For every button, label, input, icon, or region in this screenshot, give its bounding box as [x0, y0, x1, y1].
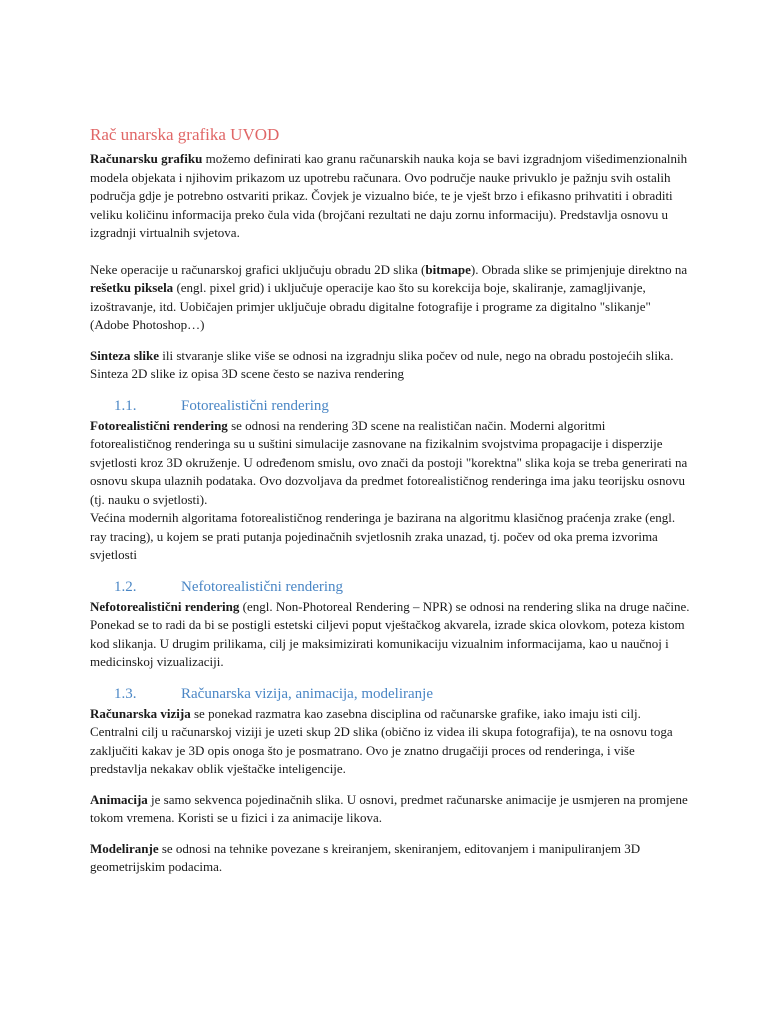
- section-1-2-text-1: (engl. Non-Photoreal Rendering – NPR) se odnosi na rendering slika na druge načine. Ponekad se to radi da bi se postigli estetski ciljevi poput vještačkog akvarela, izrade skica olovkom, poteza kistom kod slikanja. U drugim prilikama, cilj je maksimizirati komunikaciju vizualnim informacijama, kao u naučnoj i medicinskoj vizualizaciji.: [90, 598, 690, 669]
- section-1-3-paragraph-1: [90, 705, 690, 779]
- modeling-text: se odnosi na tehnike povezane s kreiranjem, skeniranjem, editovanjem i manipuliranjem 3D geometrijskim podacima.: [90, 840, 641, 874]
- section-number: 1.3.: [114, 685, 137, 702]
- section-1-3-text-1: se ponekad razmatra kao zasebna disciplina od računarske grafike, iako imaju isti cilj. Centralni cilj u računarskoj viziji je uzeti skup 2D slika (obično iz videa ili skupa fotografija), te na osnovu toga zaključiti kakav je 3D opis onoga što je posmatrano. Ovo je znatno drugačiji proces od renderinga, i više predstavlja nekakav oblik vještačke inteligencije.: [90, 705, 673, 776]
- section-title: Nefotorealistični rendering: [181, 578, 344, 595]
- modeling-paragraph: [90, 840, 690, 877]
- section-1-1-text-1: se odnosi na rendering 3D scene na realističan način. Moderni algoritmi fotorealističnog renderinga su u suštini simulacije zasnovane na fizikalnim svojstvima propagacije i disperzije svjetlosti kroz 3D okruženje. U određenom smislu, ovo znači da postoji "korektna" slika koja se treba generirati na osnovu skupa ulaznih podataka. Ovo dozvoljava da predmet fotorealističnog renderinga ima jaku teorijsku osnovu (tj. nauku o svjetlosti).: [90, 417, 688, 507]
- section-number: 1.1.: [114, 397, 137, 414]
- animation-paragraph: [90, 791, 690, 828]
- section-1-3-bold-term: Računarska vizija: [90, 705, 191, 721]
- animation-bold-term: Animacija: [90, 791, 148, 807]
- synthesis-text: ili stvaranje slike više se odnosi na izgradnju slika počev od nule, nego na obradu postojećih slika. Sinteza 2D slike iz opisa 3D scene često se naziva rendering: [90, 347, 674, 381]
- section-heading-1-2: [90, 577, 690, 597]
- synthesis-bold-term: Sinteza slike: [90, 347, 159, 363]
- intro-text: možemo definirati kao granu računarskih nauka koja se bavi izgradnjom višedimenzionalnih modela objekata i njihovim prikazom uz upotrebu računara. Ovo područje nauke privuklo je pažnju svih ostalih područja gdje je potrebno ostvariti prikaz. Čovjek je vizualno biće, te je vješt brzo i efikasno prihvatiti i obraditi veliku količinu informacija preko čula vida (brojčani rezultati ne daju zornu informaciju). Predstavlja osnovu u izgradnji virtualnih svjetova.: [90, 151, 688, 240]
- animation-text: je samo sekvenca pojedinačnih slika. U osnovi, predmet računarske animacije je usmjeren na promjene tokom vremena. Koristi se u fizici i za animacije likova.: [90, 791, 688, 825]
- intro-bold-term: Računarsku grafiku: [90, 151, 203, 166]
- operations-paragraph: [90, 261, 690, 335]
- section-1-2-bold-term: Nefotorealistični rendering: [90, 598, 240, 614]
- section-heading-1-3: [90, 684, 690, 704]
- intro-paragraph: [90, 150, 690, 243]
- section-1-1-paragraph-2: Većina modernih algoritama fotorealističnog renderinga je bazirana na algoritmu klasičnog praćenja zrake (engl. ray tracing), u kojem se prati putanja pojedinačnih svjetlosnih zraka unazad, tj. počev od oka prema izvorima svjetlosti: [90, 510, 676, 562]
- section-title: Fotorealistični rendering: [181, 397, 329, 414]
- operations-text-2: ). Obrada slike se primjenjuje direktno na: [470, 261, 688, 277]
- operations-text-1: Neke operacije u računarskoj grafici uključuju obradu 2D slika (: [90, 261, 426, 277]
- section-number: 1.2.: [114, 578, 137, 595]
- section-heading-1-1: [90, 396, 690, 416]
- synthesis-paragraph: [90, 347, 690, 384]
- section-1-1-bold-term: Fotorealistični rendering: [90, 417, 228, 433]
- operations-bold-1: bitmape: [425, 261, 471, 277]
- section-1-1-paragraph-1: [90, 417, 690, 510]
- modeling-bold-term: Modeliranje: [90, 840, 159, 856]
- document-title: Rač unarska grafika UVOD: [90, 125, 280, 144]
- section-title: Računarska vizija, animacija, modeliranje: [181, 685, 433, 702]
- document-page: [90, 124, 690, 877]
- operations-bold-2: rešetku piksela: [90, 280, 174, 295]
- section-1-2-paragraph-1: [90, 598, 690, 672]
- operations-text-3: (engl. pixel grid) i uključuje operacije kao što su korekcija boje, skaliranje, zamagljivanje, izoštravanje, itd. Uobičajen primjer uključuje obradu digitalne fotografije i programe za digitalno "slikanje" (Adobe Photoshop…): [90, 280, 651, 332]
